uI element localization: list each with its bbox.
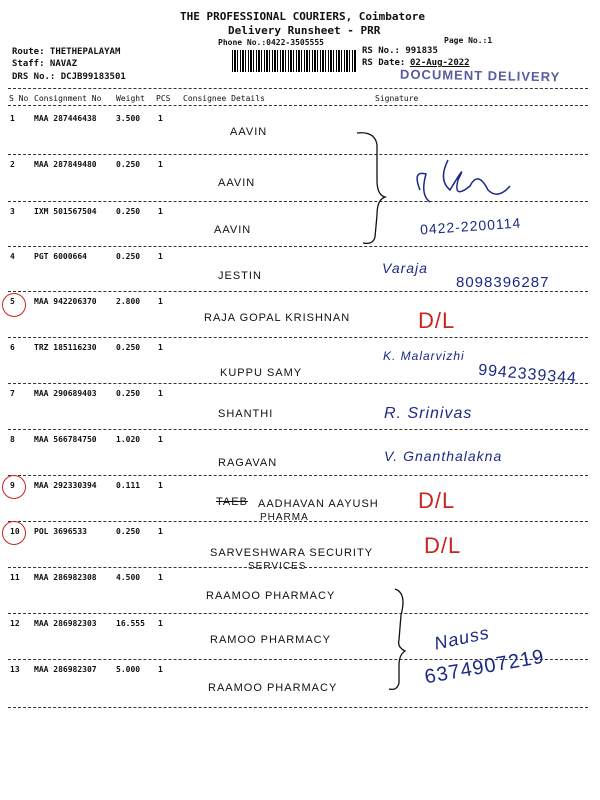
- row-consignment-no: MAA 942206370: [34, 297, 97, 306]
- header-bottom-rule: [8, 105, 588, 106]
- row-consignment-no: TRZ 185116230: [34, 343, 97, 352]
- row-consignee-name: SARVESHWARA SECURITY: [210, 547, 374, 559]
- row-consignee-name: AADHAVAN AAYUSH: [258, 498, 379, 510]
- row-consignee-name: AAVIN: [214, 224, 252, 236]
- row-consignment-no: MAA 286982307: [34, 665, 97, 674]
- row-pcs: 1: [158, 527, 163, 536]
- route: Route: THETHEPALAYAM: [12, 47, 121, 57]
- col-consignment: Consignment No: [34, 94, 102, 103]
- bracket-rows-11-13: [385, 585, 425, 695]
- row-pcs: 1: [158, 665, 163, 674]
- signature-scribble-1-3: [408, 150, 528, 220]
- row-consignee-name-line2: PHARMA: [260, 512, 309, 523]
- row-weight: 2.800: [116, 297, 141, 306]
- rs-date: 02-Aug-2022: [410, 58, 470, 68]
- signature-phone-1-3: 0422-2200114: [419, 214, 522, 238]
- row-sno: 12: [10, 619, 20, 628]
- signature-6-phone: 9942339344: [477, 361, 578, 388]
- col-consignee-details: Consignee Details: [183, 94, 265, 103]
- struck-text: TAEB: [216, 496, 248, 508]
- row-consignee-name-line2: SERVICES: [248, 561, 307, 572]
- row-divider: [8, 429, 588, 430]
- row-divider: [8, 521, 588, 522]
- signature-10-dl: D/L: [424, 533, 462, 558]
- row-consignee-name: AAVIN: [218, 177, 256, 189]
- row-sno: 8: [10, 435, 15, 444]
- circle-mark-5: [2, 293, 26, 317]
- row-consignment-no: PGT 6000664: [34, 252, 87, 261]
- row-consignment-no: MAA 286982303: [34, 619, 97, 628]
- row-consignee-name: KUPPU SAMY: [220, 367, 303, 379]
- row-consignee-name: RAAMOO PHARMACY: [208, 682, 338, 694]
- row-sno: 10: [10, 527, 20, 536]
- row-consignment-no: MAA 287849480: [34, 160, 97, 169]
- row-divider: [8, 383, 588, 384]
- row-consignee-name: RAJA GOPAL KRISHNAN: [204, 312, 351, 324]
- row-weight: 0.250: [116, 527, 141, 536]
- row-consignee-name: AAVIN: [230, 126, 268, 138]
- row-divider: [8, 707, 588, 708]
- signature-5-dl: D/L: [418, 308, 456, 333]
- row-pcs: 1: [158, 389, 163, 398]
- row-consignment-no: MAA 292330394: [34, 481, 97, 490]
- signature-4-phone: 8098396287: [456, 274, 550, 291]
- row-weight: 0.250: [116, 343, 141, 352]
- row-consignee-name: RAAMOO PHARMACY: [206, 590, 336, 602]
- row-weight: 0.250: [116, 389, 141, 398]
- row-sno: 5: [10, 297, 15, 306]
- row-consignee-name: RAGAVAN: [218, 457, 278, 469]
- row-divider: [8, 291, 588, 292]
- row-pcs: 1: [158, 114, 163, 123]
- row-sno: 11: [10, 573, 20, 582]
- signature-8: V. Gnanthalakna: [384, 448, 503, 464]
- barcode: [232, 50, 356, 72]
- row-pcs: 1: [158, 619, 163, 628]
- row-weight: 0.250: [116, 207, 141, 216]
- row-sno: 2: [10, 160, 15, 169]
- row-consignee-name: JESTIN: [218, 270, 262, 282]
- runsheet-subtitle: Delivery Runsheet - PRR: [228, 24, 381, 37]
- row-consignment-no: MAA 287446438: [34, 114, 97, 123]
- row-pcs: 1: [158, 160, 163, 169]
- row-consignee-name: RAMOO PHARMACY: [210, 634, 331, 646]
- row-weight: 4.500: [116, 573, 141, 582]
- row-divider: [8, 613, 588, 614]
- col-pcs: PCS: [156, 94, 171, 103]
- document-delivery-stamp: DOCUMENT DELIVERY: [399, 66, 561, 85]
- row-pcs: 1: [158, 435, 163, 444]
- row-consignment-no: MAA 286982308: [34, 573, 97, 582]
- row-consignment-no: IXM 501567504: [34, 207, 97, 216]
- row-pcs: 1: [158, 573, 163, 582]
- row-weight: 5.000: [116, 665, 141, 674]
- company-title: THE PROFESSIONAL COURIERS, Coimbatore: [180, 10, 426, 23]
- row-consignee-name: SHANTHI: [218, 408, 274, 420]
- row-sno: 6: [10, 343, 15, 352]
- signature-11-13-phone: 6374907219: [422, 645, 547, 689]
- row-pcs: 1: [158, 252, 163, 261]
- row-weight: 3.500: [116, 114, 141, 123]
- page-number: Page No.:1: [444, 36, 493, 45]
- col-weight: Weight: [116, 94, 145, 103]
- header-top-rule: [8, 88, 588, 89]
- signature-6-name: K. Malarvizhi: [383, 349, 465, 363]
- row-weight: 0.250: [116, 252, 141, 261]
- circle-mark-9: [2, 475, 26, 499]
- row-consignment-no: MAA 566784750: [34, 435, 97, 444]
- row-pcs: 1: [158, 207, 163, 216]
- circle-mark-10: [2, 521, 26, 545]
- bracket-rows-1-3: [355, 125, 395, 255]
- signature-11-13-name: Nauss: [432, 622, 492, 654]
- row-sno: 7: [10, 389, 15, 398]
- row-sno: 1: [10, 114, 15, 123]
- row-pcs: 1: [158, 481, 163, 490]
- row-weight: 0.111: [116, 481, 141, 490]
- row-weight: 0.250: [116, 160, 141, 169]
- row-pcs: 1: [158, 297, 163, 306]
- row-consignment-no: MAA 290689403: [34, 389, 97, 398]
- row-divider: [8, 337, 588, 338]
- row-consignment-no: POL 3696533: [34, 527, 87, 536]
- row-weight: 1.020: [116, 435, 141, 444]
- staff: Staff: NAVAZ: [12, 59, 78, 69]
- signature-7: R. Srinivas: [384, 405, 473, 422]
- row-sno: 4: [10, 252, 15, 261]
- rs-number: RS No.: 991835: [362, 46, 438, 56]
- row-divider: [8, 567, 588, 568]
- col-signature: Signature: [375, 94, 419, 103]
- drs-number: DRS No.: DCJB99183501: [12, 72, 126, 82]
- row-sno: 9: [10, 481, 15, 490]
- signature-9-dl: D/L: [418, 488, 456, 513]
- signature-4-name: Varaja: [382, 260, 428, 276]
- rs-date-label: RS Date:: [362, 58, 406, 68]
- col-sno: S No: [9, 94, 29, 103]
- row-divider: [8, 246, 588, 247]
- row-pcs: 1: [158, 343, 163, 352]
- phone-number: Phone No.:0422-3505555: [218, 38, 324, 47]
- row-sno: 3: [10, 207, 15, 216]
- row-weight: 16.555: [116, 619, 145, 628]
- row-divider: [8, 475, 588, 476]
- row-sno: 13: [10, 665, 20, 674]
